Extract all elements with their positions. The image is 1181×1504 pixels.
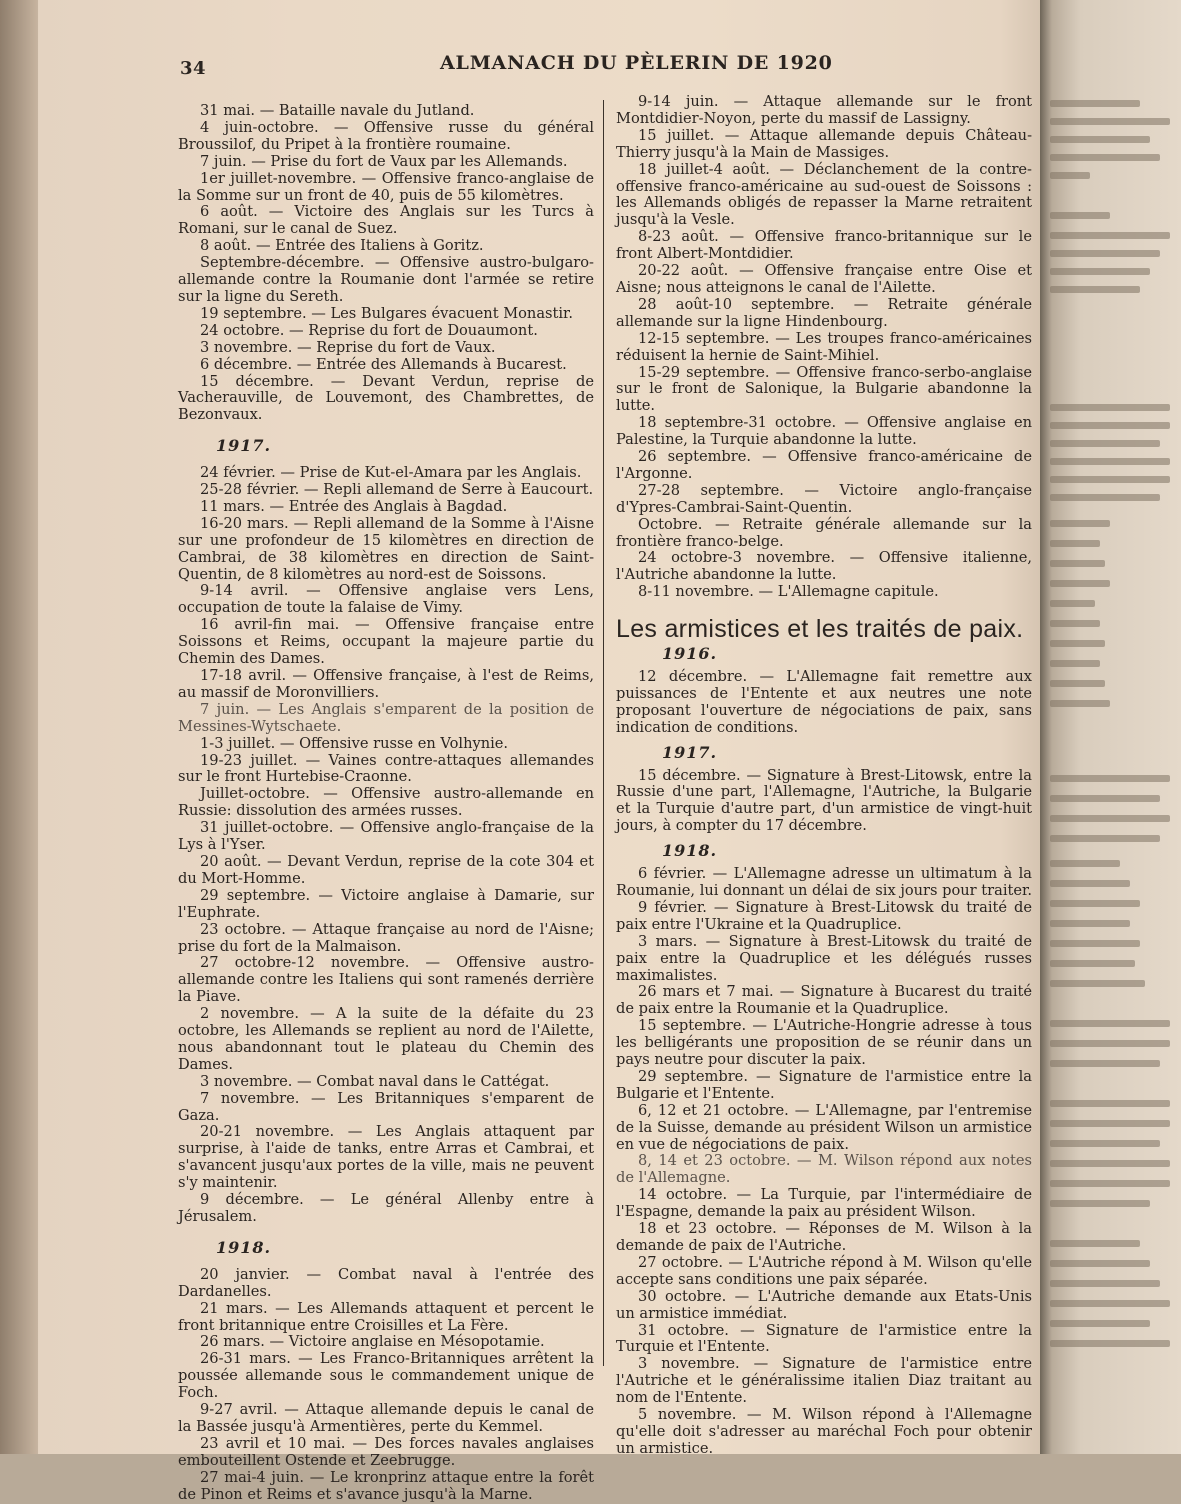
chronology-entry: 20 janvier. — Combat naval à l'entrée des Dardanelles. [178, 1265, 594, 1300]
year-heading-1916: 1916. [662, 644, 718, 664]
chronology-entry: 8 août. — Entrée des Italiens à Goritz. [200, 237, 484, 255]
section-title-armistices: Les armistices et les traités de paix. [616, 615, 1024, 644]
chronology-entry: 20 août. — Devant Verdun, reprise de la cote 304 et du Mort-Homme. [178, 852, 594, 887]
running-title: ALMANACH DU PÈLERIN DE 1920 [440, 52, 833, 74]
chronology-entry: 31 juillet-octobre. — Offensive anglo-française de la Lys à l'Yser. [178, 819, 594, 854]
chronology-entry: 24 février. — Prise de Kut-el-Amara par les Anglais. [200, 464, 582, 482]
chronology-entry: 8-23 août. — Offensive franco-britannique sur le front Albert-Montdidier. [616, 228, 1032, 263]
chronology-entry: 26 septembre. — Offensive franco-américaine de l'Argonne. [616, 448, 1032, 482]
armistice-entry: 12 décembre. — L'Allemagne fait remettre aux puissances de l'Entente et aux neutres une note proposant l'ouverture de négociations de paix, sans indication de conditions. [616, 668, 1032, 736]
chronology-entry: 11 mars. — Entrée des Anglais à Bagdad. [200, 497, 508, 515]
armistice-entry: 6 février. — L'Allemagne adresse un ultimatum à la Roumanie, lui donnant un délai de six jours pour traiter. [616, 865, 1033, 899]
chronology-entry: 29 septembre. — Victoire anglaise à Damarie, sur l'Euphrate. [178, 886, 594, 921]
chronology-entry: 15-29 septembre. — Offensive franco-serbo-anglaise sur le front de Salonique, la Bulgarie abandonne la lutte. [616, 363, 1032, 415]
chronology-entry: 20-21 novembre. — Les Anglais attaquent par surprise, à l'aide de tanks, entre Arras et Cambrai, et s'avancent jusqu'aux portes de la ville, mais ne peuvent s'y maintenir. [178, 1123, 594, 1192]
chronology-entry: 27 mai-4 juin. — Le kronprinz attaque entre la forêt de Pinon et Reims et s'avance jusqu'à la Marne. [178, 1468, 594, 1503]
chronology-entry: 7 juin. — Les Anglais s'emparent de la position de Messines-Wytschaete. [178, 700, 594, 735]
year-heading-1917: 1917. [216, 436, 272, 456]
armistice-entry: 30 octobre. — L'Autriche demande aux Etats-Unis un armistice immédiat. [616, 1287, 1032, 1322]
chronology-entry: 3 novembre. — Combat naval dans le Cattégat. [200, 1072, 550, 1090]
chronology-1916-list [178, 103, 594, 424]
chronology-entry: 23 avril et 10 mai. — Des forces navales anglaises embouteillent Ostende et Zeebrugge. [178, 1434, 594, 1469]
year-heading-1918: 1918. [662, 841, 718, 861]
chronology-entry: 15 décembre. — Devant Verdun, reprise de Vacherauville, de Louvemont, des Chambrettes, de Bezonvaux. [178, 372, 594, 424]
armistice-entry: 15 décembre. — Signature à Brest-Litowsk, entre la Russie d'une part, l'Allemagne, l'Autriche, la Bulgarie et la Turquie d'autre part, d'un armistice de vingt-huit jours, à compter du 17 décembre. [616, 766, 1032, 835]
armistice-entry: 15 septembre. — L'Autriche-Hongrie adresse à tous les belligérants une proposition de se réunir dans un pays neutre pour discuter la paix. [616, 1017, 1032, 1069]
chronology-entry: 4 juin-octobre. — Offensive russe du général Broussilof, du Pripet à la frontière roumaine. [178, 118, 594, 153]
armistice-entry: 9 février. — Signature à Brest-Litowsk du traité de paix entre l'Ukraine et la Quadruplice. [616, 898, 1032, 933]
armistice-entry: 6, 12 et 21 octobre. — L'Allemagne, par l'entremise de la Suisse, demande au président Wilson un armistice en vue de négociations de paix. [616, 1101, 1032, 1153]
chronology-1917-list [178, 465, 594, 1226]
right-column [616, 94, 1032, 1458]
chronology-entry: 2 novembre. — A la suite de la défaite du 23 octobre, les Allemands se replient au nord de l'Ailette, nous abandonnant tout le plateau du Chemin des Dames. [178, 1005, 594, 1073]
chronology-entry: 9-14 avril. — Offensive anglaise vers Lens, occupation de toute la falaise de Vimy. [178, 582, 594, 617]
chronology-1918-continued-list [616, 94, 1032, 601]
chronology-entry: 24 octobre-3 novembre. — Offensive italienne, l'Autriche abandonne la lutte. [616, 549, 1032, 584]
chronology-entry: 27 octobre-12 novembre. — Offensive austro-allemande contre les Italiens qui sont ramenés derrière la Piave. [178, 954, 594, 1006]
left-column [178, 103, 594, 1504]
chronology-entry: 12-15 septembre. — Les troupes franco-américaines réduisent la hernie de Saint-Mihiel. [616, 329, 1032, 364]
chronology-entry: 16-20 mars. — Repli allemand de la Somme à l'Aisne sur une profondeur de 15 kilomètres en direction de Cambrai, de 38 kilomètres en direction de Saint-Quentin, de 8 kilomètres au nord-est de Soissons. [178, 514, 594, 583]
chronology-entry: 25-28 février. — Repli allemand de Serre à Eaucourt. [200, 481, 594, 499]
chronology-entry: 28 août-10 septembre. — Retraite générale allemande sur la ligne Hindenbourg. [616, 295, 1032, 330]
armistice-entry: 14 octobre. — La Turquie, par l'intermédiaire de l'Espagne, demande la paix au président Wilson. [616, 1186, 1032, 1221]
chronology-entry: Septembre-décembre. — Offensive austro-bulgaro-allemande contre la Roumanie dont l'armée se retire sur la ligne du Sereth. [178, 254, 594, 305]
chronology-entry: 15 juillet. — Attaque allemande depuis Château-Thierry jusqu'à la Main de Massiges. [616, 126, 1032, 161]
chronology-1918-list [178, 1267, 594, 1504]
armistice-entry: 3 novembre. — Signature de l'armistice entre l'Autriche et le généralissime italien Diaz traitant au nom de l'Entente. [616, 1355, 1032, 1407]
column-divider [603, 100, 604, 1366]
armistice-entry: 18 et 23 octobre. — Réponses de M. Wilson à la demande de paix de l'Autriche. [616, 1220, 1032, 1254]
chronology-entry: 27-28 septembre. — Victoire anglo-française d'Ypres-Cambrai-Saint-Quentin. [616, 481, 1032, 516]
armistice-entry: 5 novembre. — M. Wilson répond à l'Allemagne qu'elle doit s'adresser au maréchal Foch pour obtenir un armistice. [616, 1406, 1032, 1457]
chronology-entry: Octobre. — Retraite générale allemande sur la frontière franco-belge. [616, 515, 1032, 550]
chronology-entry: 7 juin. — Prise du fort de Vaux par les Allemands. [200, 152, 568, 170]
chronology-entry: 8-11 novembre. — L'Allemagne capitule. [638, 583, 939, 601]
chronology-entry: 16 avril-fin mai. — Offensive française entre Soissons et Reims, occupant la majeure partie du Chemin des Dames. [178, 616, 594, 668]
armistice-entry: 8, 14 et 23 octobre. — M. Wilson répond aux notes de l'Allemagne. [616, 1152, 1032, 1187]
chronology-entry: 18 septembre-31 octobre. — Offensive anglaise en Palestine, la Turquie abandonne la lutte. [616, 414, 1032, 449]
chronology-entry: 31 mai. — Bataille navale du Jutland. [200, 102, 475, 119]
armistice-entry: 31 octobre. — Signature de l'armistice entre la Turquie et l'Entente. [616, 1321, 1032, 1356]
year-heading-1917: 1917. [662, 742, 718, 762]
chronology-entry: 17-18 avril. — Offensive française, à l'est de Reims, au massif de Moronvilliers. [178, 667, 594, 701]
chronology-entry: 7 novembre. — Les Britanniques s'emparent de Gaza. [178, 1089, 594, 1124]
armistice-entry: 27 octobre. — L'Autriche répond à M. Wilson qu'elle accepte sans conditions une paix séparée. [616, 1253, 1032, 1288]
chronology-entry: 23 octobre. — Attaque française au nord de l'Aisne; prise du fort de la Malmaison. [178, 920, 594, 955]
chronology-entry: 24 octobre. — Reprise du fort de Douaumont. [200, 321, 538, 339]
chronology-entry: 19 septembre. — Les Bulgares évacuent Monastir. [200, 304, 574, 322]
chronology-entry: 1-3 juillet. — Offensive russe en Volhynie. [200, 734, 509, 752]
armistice-1918-list [616, 866, 1032, 1458]
chronology-entry: 26 mars. — Victoire anglaise en Mésopotamie. [200, 1333, 545, 1351]
chronology-entry: 20-22 août. — Offensive française entre Oise et Aisne; nous atteignons le canal de l'Ailette. [616, 262, 1032, 296]
armistice-entry: 3 mars. — Signature à Brest-Litowsk du traité de paix entre la Quadruplice et les délégués russes maximalistes. [616, 932, 1032, 984]
chronology-entry: 1er juillet-novembre. — Offensive franco-anglaise de la Somme sur un front de 40, puis de 55 kilomètres. [178, 169, 594, 204]
chronology-entry: 6 décembre. — Entrée des Allemands à Bucarest. [200, 355, 567, 373]
chronology-entry: 9-27 avril. — Attaque allemande depuis le canal de la Bassée jusqu'à Armentières, perte du Kemmel. [178, 1401, 594, 1435]
chronology-entry: 18 juillet-4 août. — Déclanchement de la contre-offensive franco-américaine au sud-ouest de Soissons : les Allemands obligés de repasser la Marne retraitent jusqu'à la Vesle. [616, 160, 1032, 229]
chronology-entry: 3 novembre. — Reprise du fort de Vaux. [200, 338, 496, 356]
chronology-entry: 6 août. — Victoire des Anglais sur les Turcs à Romani, sur le canal de Suez. [178, 203, 594, 238]
year-heading-1918: 1918. [216, 1237, 272, 1257]
chronology-entry: 9 décembre. — Le général Allenby entre à Jérusalem. [178, 1191, 594, 1225]
chronology-entry: 26-31 mars. — Les Franco-Britanniques arrêtent la poussée allemande sous le commandement unique de Foch. [178, 1350, 594, 1402]
chronology-entry: Juillet-octobre. — Offensive austro-allemande en Russie: dissolution des armées russes. [178, 785, 594, 820]
armistice-entry: 26 mars et 7 mai. — Signature à Bucarest du traité de paix entre la Roumanie et la Quadruplice. [616, 983, 1032, 1018]
book-spine-edge [0, 0, 38, 1454]
adjacent-page-edge [1040, 0, 1181, 1454]
chronology-entry: 9-14 juin. — Attaque allemande sur le front Montdidier-Noyon, perte du massif de Lassigny. [616, 93, 1032, 127]
page-number: 34 [180, 58, 207, 79]
armistice-entry: 29 septembre. — Signature de l'armistice entre la Bulgarie et l'Entente. [616, 1067, 1032, 1102]
chronology-entry: 21 mars. — Les Allemands attaquent et percent le front britannique entre Croisilles et La Fère. [178, 1299, 594, 1334]
chronology-entry: 19-23 juillet. — Vaines contre-attaques allemandes sur le front Hurtebise-Craonne. [178, 751, 594, 786]
